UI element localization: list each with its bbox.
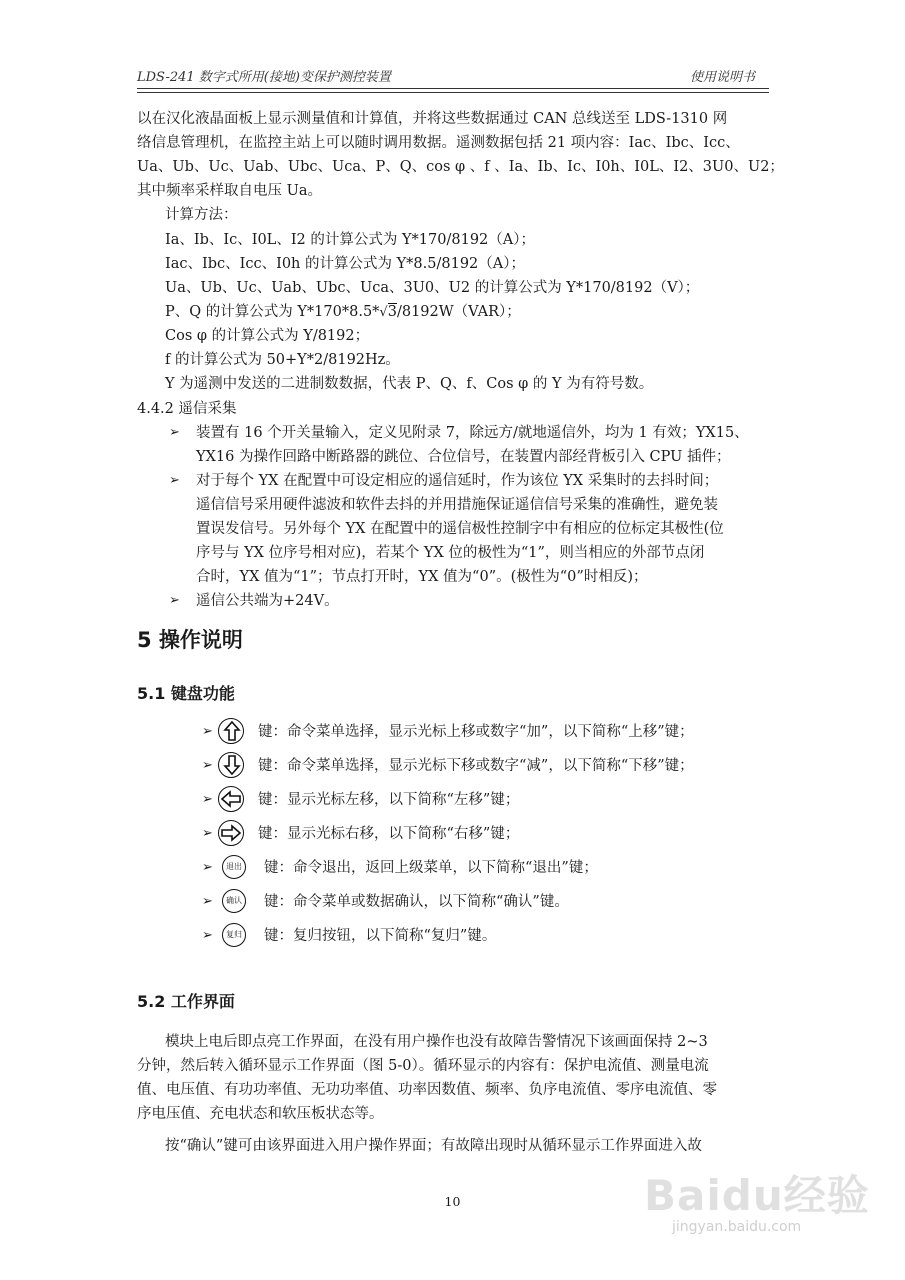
work-ui-para-line-2: 分钟，然后转入循环显示工作界面（图 5-0）。循环显示的内容有：保护电流值、测量电流 [137,1058,709,1074]
left-arrow-icon [218,786,244,812]
calc-formula-4 [165,302,521,323]
work-ui-para-line-4: 序电压值、充电状态和软压板状态等。 [137,1106,384,1122]
key-desc-left: 键：显示光标左移，以下简称“左移”键； [258,792,520,808]
right-arrow-icon [218,820,244,846]
calc-note: Y 为遥测中发送的二进制数数据，代表 P、Q、f、Cos φ 的 Y 为有符号数。 [165,376,654,392]
yx-bullet-2-line-5: 合时，YX 值为“1”；节点打开时，YX 值为“0”。(极性为“0”时相反)； [196,569,648,585]
reset-key-icon [222,923,246,947]
intro-line-4: 其中频率采样取自电压 Ua。 [137,183,322,199]
bullet-arrow-icon: ➢ [169,425,180,440]
calc-formula-4-pre: P、Q 的计算公式为 Y*170*8.5* [165,304,380,320]
calc-formula-3: Ua、Ub、Uc、Uab、Ubc、Uca、3U0、U2 的计算公式为 Y*170/8192（V）； [165,280,700,296]
calc-formula-4-radicand: 3 [387,304,397,320]
sqrt-symbol: √ [379,305,388,320]
header-doc-type: 使用说明书 [690,70,756,85]
yx-bullet-1-line-2: YX16 为操作回路中断路器的跳位、合位信号，在装置内部经背板引入 CPU 插件； [196,449,731,465]
bullet-arrow-icon: ➢ [169,593,180,608]
key-desc-up: 键：命令菜单选择，显示光标上移或数字“加”，以下简称“上移”键； [258,724,694,740]
yx-bullet-2-line-4: 序号与 YX 位序号相对应)，若某个 YX 位的极性为“1”，则当相应的外部节点闭 [196,545,705,561]
key-desc-confirm: 键：命令菜单或数据确认，以下简称“确认”键。 [264,894,569,910]
bullet-arrow-icon: ➢ [202,894,213,909]
bullet-arrow-icon: ➢ [169,473,180,488]
intro-line-2: 络信息管理机，在监控主站上可以随时调用数据。遥测数据包括 21 项内容：Iac、Ibc、Icc、 [137,135,740,151]
confirm-key-label: 确认 [226,896,242,905]
calc-formula-4-post: /8192W（VAR）； [396,304,521,320]
key-desc-exit: 键：命令退出，返回上级菜单，以下简称“退出”键； [264,860,598,876]
up-arrow-icon [218,718,244,744]
work-ui-para-line-3: 值、电压值、有功功率值、无功功率值、功率因数值、频率、负序电流值、零序电流值、零 [137,1082,717,1098]
bullet-arrow-icon: ➢ [202,928,213,943]
header-rule-bottom [137,92,769,93]
key-desc-reset: 键：复归按钮，以下简称“复归”键。 [264,928,497,944]
down-arrow-icon [218,752,244,778]
bullet-arrow-icon: ➢ [202,724,213,739]
calc-title: 计算方法： [165,207,238,223]
header-rule-top [137,88,769,89]
intro-line-1: 以在汉化液晶面板上显示测量值和计算值，并将这些数据通过 CAN 总线送至 LDS-1310 网 [137,111,728,127]
reset-key-label: 复归 [226,930,242,939]
section-5-2-title: 5.2 工作界面 [137,992,235,1011]
key-desc-right: 键：显示光标右移，以下简称“右移”键； [258,826,520,842]
key-desc-down: 键：命令菜单选择，显示光标下移或数字“减”，以下简称“下移”键； [258,758,694,774]
bullet-arrow-icon: ➢ [202,758,213,773]
section-4-4-2-title: 4.4.2 遥信采集 [137,401,237,417]
calc-formula-5: Cos φ 的计算公式为 Y/8192； [165,328,370,344]
exit-key-label: 退出 [226,862,242,871]
yx-bullet-3: 遥信公共端为+24V。 [196,593,339,609]
yx-bullet-2-line-2: 遥信信号采用硬件滤波和软件去抖的并用措施保证遥信信号采集的准确性，避免装 [196,497,718,513]
section-5-title: 5 操作说明 [137,628,243,652]
page-number: 10 [444,1194,461,1209]
calc-formula-6: f 的计算公式为 50+Y*2/8192Hz。 [165,352,400,368]
header-title: LDS-241 数字式所用(接地)变保护测控装置 [137,70,391,85]
confirm-key-icon [222,889,246,913]
intro-line-3: Ua、Ub、Uc、Uab、Ubc、Uca、P、Q、cos φ 、f 、Ia、Ib、Ic、I0h、I0L、I2、3U0、U2； [137,159,784,175]
yx-bullet-2-line-3: 置误发信号。另外每个 YX 在配置中的遥信极性控制字中有相应的位标定其极性(位 [196,521,724,537]
yx-bullet-1-line-1: 装置有 16 个开关量输入，定义见附录 7，除远方/就地遥信外，均为 1 有效；YX15、 [196,425,749,441]
section-5-1-title: 5.1 键盘功能 [137,684,235,703]
watermark-url: jingyan.baidu.com [672,1219,802,1235]
yx-bullet-2-line-1: 对于每个 YX 在配置中可设定相应的遥信延时，作为该位 YX 采集时的去抖时间； [196,473,719,489]
exit-key-icon [222,855,246,879]
bullet-arrow-icon: ➢ [202,826,213,841]
bullet-arrow-icon: ➢ [202,860,213,875]
bullet-arrow-icon: ➢ [202,792,213,807]
work-ui-para-2: 按“确认”键可由该界面进入用户操作界面；有故障出现时从循环显示工作界面进入故 [165,1138,702,1154]
calc-formula-2: Iac、Ibc、Icc、I0h 的计算公式为 Y*8.5/8192（A）； [165,256,525,272]
watermark-logo: Baidu经验 [644,1171,870,1220]
work-ui-para-line-1: 模块上电后即点亮工作界面，在没有用户操作也没有故障告警情况下该画面保持 2~3 [165,1034,708,1050]
calc-formula-1: Ia、Ib、Ic、I0L、I2 的计算公式为 Y*170/8192（A）； [165,232,535,248]
